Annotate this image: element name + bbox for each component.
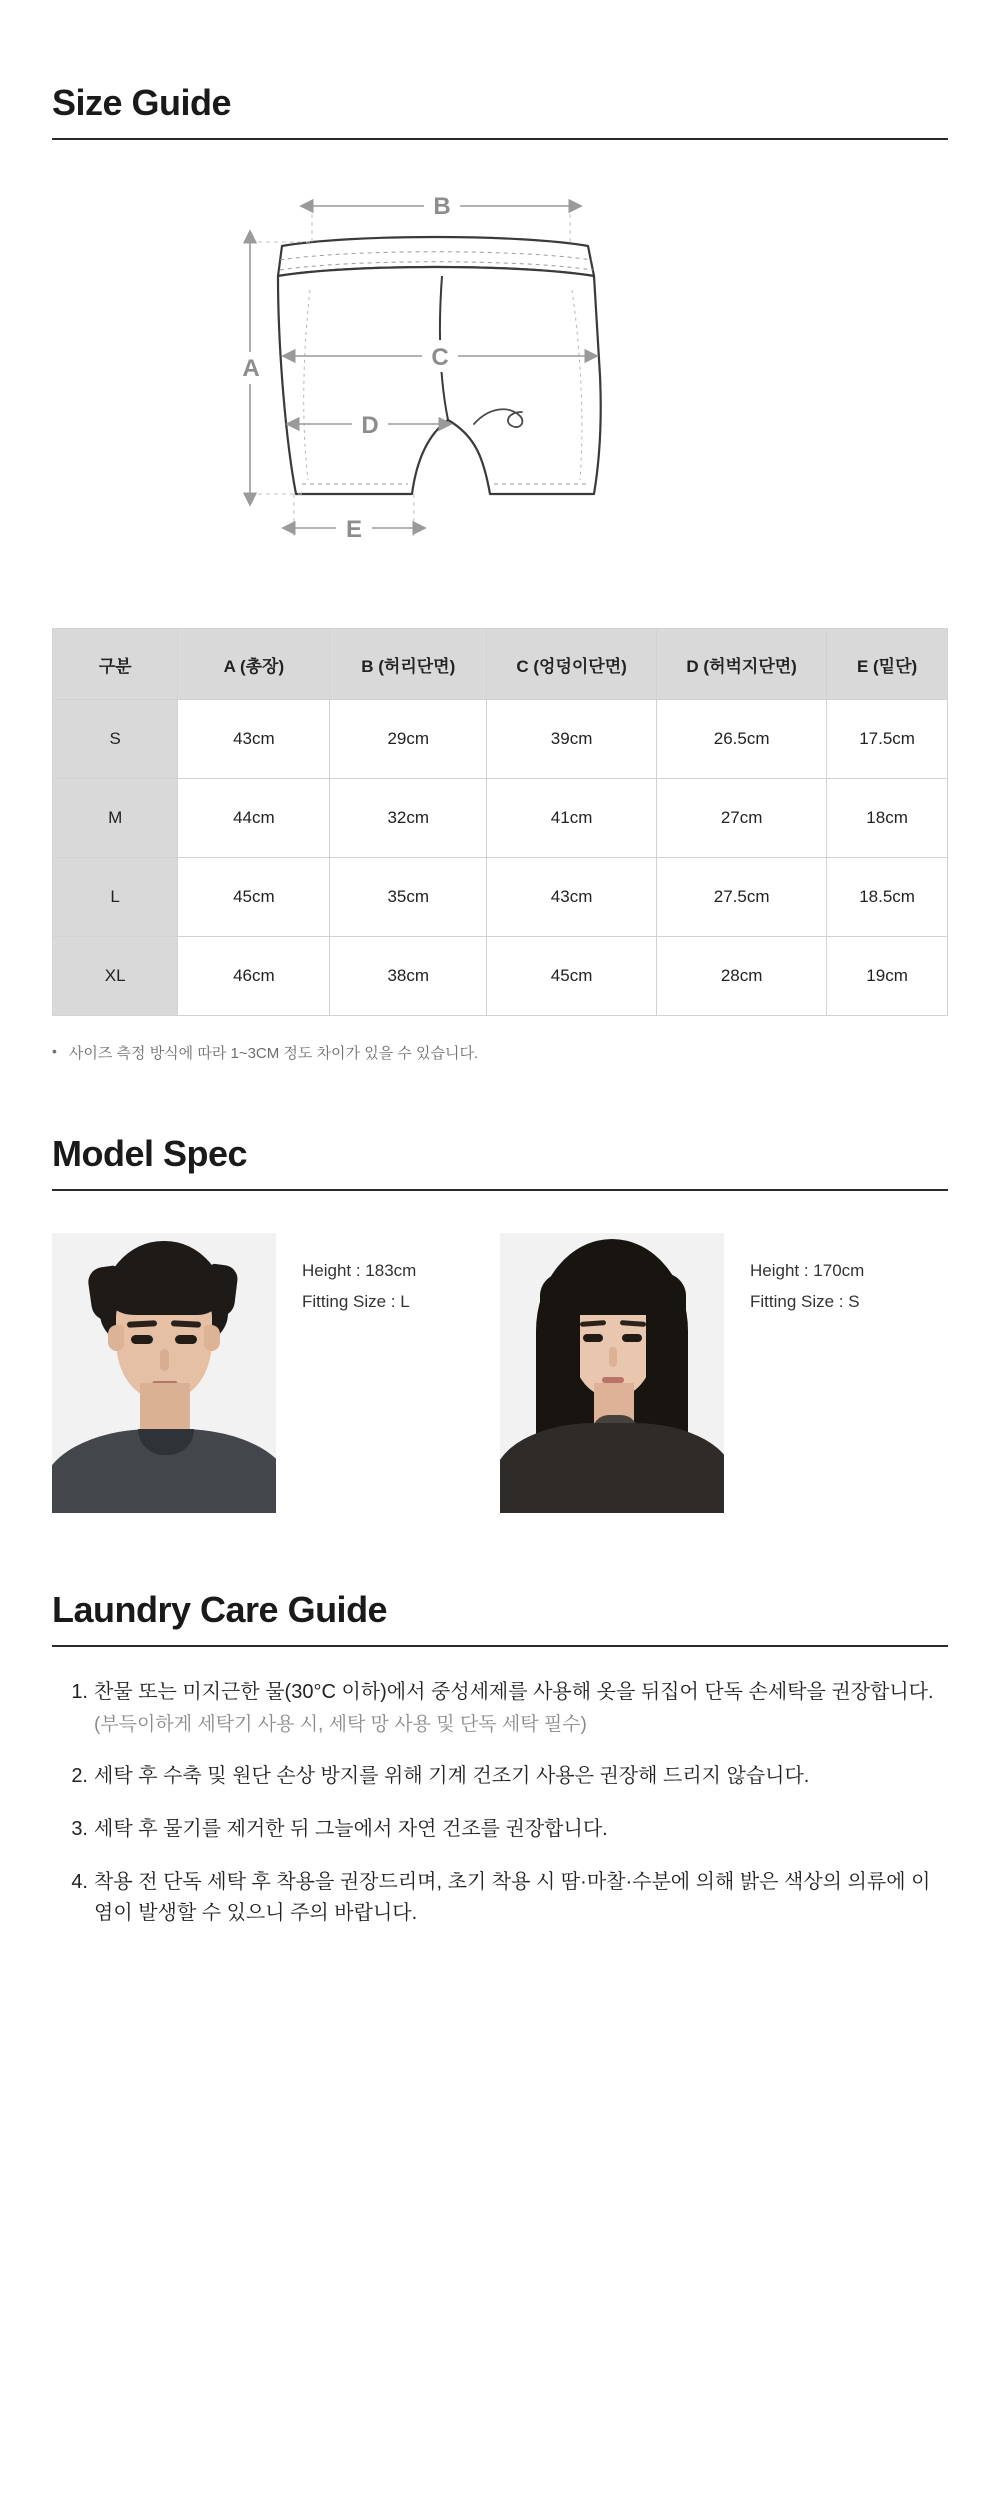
male-model-info [276, 1233, 416, 1318]
size-table-header-cell: A (총장) [178, 629, 330, 700]
size-cell: M [53, 779, 178, 858]
size-cell: 45cm [487, 937, 657, 1016]
size-cell: 35cm [330, 858, 487, 937]
care-item-text: 세탁 후 물기를 제거한 뒤 그늘에서 자연 건조를 권장합니다. [94, 1818, 608, 1841]
table-row [53, 858, 948, 937]
size-cell: 26.5cm [657, 700, 827, 779]
diagram-label-a: A [242, 355, 260, 382]
female-model-photo [500, 1233, 724, 1513]
male-model-fitting-size: Fitting Size : L [302, 1292, 410, 1312]
care-item-subtext: (부득이하게 세탁기 사용 시, 세탁 망 사용 및 단독 세탁 필수) [94, 1714, 587, 1735]
female-model-fitting-size: Fitting Size : S [750, 1292, 860, 1312]
size-cell: 39cm [487, 700, 657, 779]
list-item [52, 1677, 948, 1739]
model-entry-male [52, 1233, 500, 1513]
size-cell: 27cm [657, 779, 827, 858]
size-cell: L [53, 858, 178, 937]
care-item-number: 1. [71, 1681, 88, 1703]
male-model-height: Height : 183cm [302, 1261, 417, 1280]
diagram-label-e: E [345, 516, 363, 543]
size-cell: 45cm [178, 858, 330, 937]
size-cell: 17.5cm [827, 700, 948, 779]
care-item-text: 세탁 후 수축 및 원단 손상 방지를 위해 기계 건조기 사용은 권장해 드리지 않습니다. [94, 1765, 810, 1788]
female-model-info [724, 1233, 864, 1318]
size-table-header-cell: 구분 [53, 629, 178, 700]
care-item-text: 착용 전 단독 세탁 후 착용을 권장드리며, 초기 착용 시 땀·마찰·수분에 의해 밝은 색상의 의류에 이염이 발생할 수 있으니 주의 바랍니다. [94, 1871, 931, 1925]
diagram-label-c: C [431, 344, 449, 371]
laundry-care-heading: Laundry Care Guide [52, 1589, 388, 1630]
size-table-header-row [53, 629, 948, 700]
model-list [52, 1233, 948, 1513]
size-cell: S [53, 700, 178, 779]
size-cell: 43cm [487, 858, 657, 937]
list-item [52, 1814, 948, 1845]
size-table-header-cell: D (허벅지단면) [657, 629, 827, 700]
size-cell: 29cm [330, 700, 487, 779]
size-cell: 32cm [330, 779, 487, 858]
size-guide-section [52, 0, 948, 140]
size-cell: 28cm [657, 937, 827, 1016]
size-cell: XL [53, 937, 178, 1016]
model-spec-divider [52, 1189, 948, 1191]
care-item-number: 3. [71, 1818, 88, 1841]
care-item-number: 4. [71, 1871, 88, 1894]
laundry-care-section [52, 1513, 948, 1647]
model-entry-female [500, 1233, 948, 1513]
table-row [53, 700, 948, 779]
size-cell: 18.5cm [827, 858, 948, 937]
size-cell: 18cm [827, 779, 948, 858]
care-item-number: 2. [71, 1765, 88, 1788]
size-guide-divider [52, 138, 948, 140]
model-spec-heading: Model Spec [52, 1133, 248, 1174]
table-row [53, 779, 948, 858]
list-item [52, 1761, 948, 1792]
table-row [53, 937, 948, 1016]
size-table [52, 628, 948, 1016]
size-cell: 43cm [178, 700, 330, 779]
list-item [52, 1867, 948, 1929]
shorts-measurement-diagram-wrap [52, 180, 948, 580]
male-model-photo [52, 1233, 276, 1513]
size-note [52, 1042, 948, 1063]
size-cell: 46cm [178, 937, 330, 1016]
model-spec-section [52, 1063, 948, 1191]
size-table-header-cell: E (밑단) [827, 629, 948, 700]
size-cell: 27.5cm [657, 858, 827, 937]
size-table-header-cell: C (엉덩이단면) [487, 629, 657, 700]
size-note-text: 사이즈 측정 방식에 따라 1~3CM 정도 차이가 있을 수 있습니다. [68, 1045, 479, 1062]
size-cell: 44cm [178, 779, 330, 858]
laundry-care-list [52, 1677, 948, 1929]
care-item-text: 찬물 또는 미지근한 물(30°C 이하)에서 중성세제를 사용해 옷을 뒤집어 단독 손세탁을 권장합니다. [94, 1681, 934, 1703]
size-table-header-cell: B (허리단면) [330, 629, 487, 700]
bottom-spacer [52, 1951, 948, 2021]
laundry-care-divider [52, 1645, 948, 1647]
female-model-height: Height : 170cm [750, 1261, 865, 1280]
size-cell: 41cm [487, 779, 657, 858]
shorts-measurement-diagram [190, 180, 810, 580]
size-guide-heading: Size Guide [52, 82, 232, 123]
diagram-label-d: D [361, 412, 379, 439]
bullet-icon: • [52, 1043, 57, 1059]
diagram-label-b: B [433, 193, 451, 220]
size-cell: 38cm [330, 937, 487, 1016]
size-cell: 19cm [827, 937, 948, 1016]
